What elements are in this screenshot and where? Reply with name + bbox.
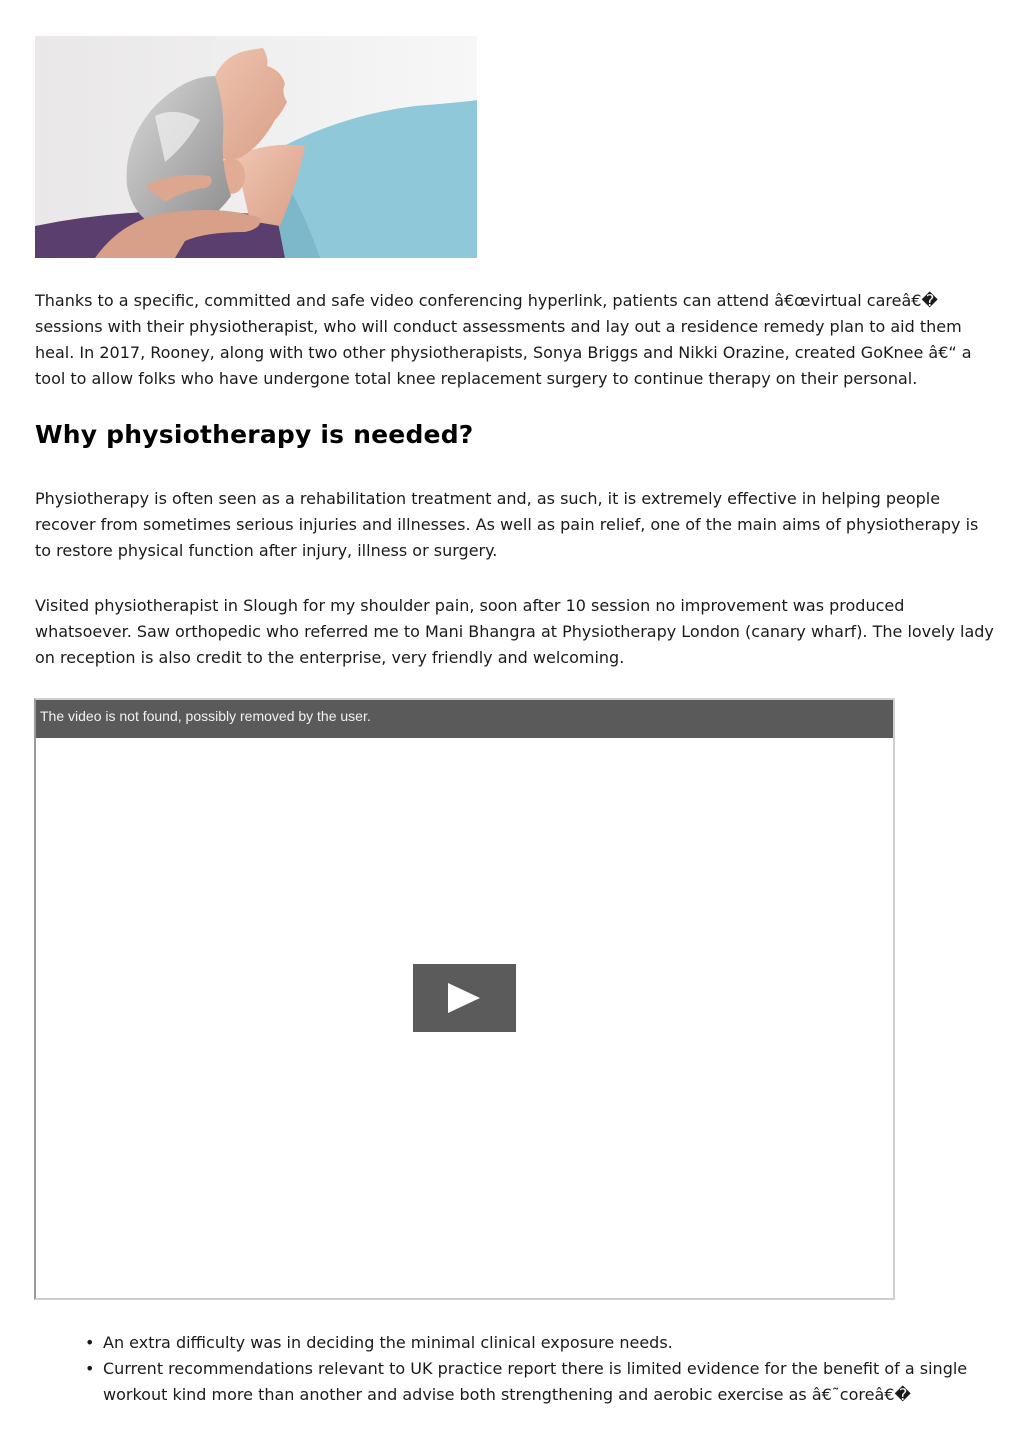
play-icon	[446, 981, 482, 1015]
hero-image-physiotherapy	[35, 36, 477, 258]
video-title-bar	[36, 700, 893, 738]
list-item	[85, 1330, 1000, 1356]
section-heading: Why physiotherapy is needed?	[35, 420, 474, 449]
bullet-marker: •	[85, 1359, 95, 1378]
video-error-message: The video is not found, possibly removed by the user.	[40, 708, 371, 724]
bullet-marker: •	[85, 1333, 95, 1352]
video-play-button[interactable]	[413, 964, 516, 1032]
bullet-list	[85, 1330, 1000, 1408]
list-item-text: An extra difficulty was in deciding the minimal clinical exposure needs.	[103, 1333, 673, 1352]
list-item-text: Current recommendations relevant to UK practice report there is limited evidence for the benefit of a single workout kind more than another and advise both strengthening and aerobic exercise as â€˜coreâ€�	[103, 1359, 968, 1404]
review-paragraph: Visited physiotherapist in Slough for my shoulder pain, soon after 10 session no improvement was produced whatsoever. Saw orthopedic who referred me to Mani Bhangra at Physiotherapy London (canary wharf). The lovely lady on reception is also credit to the enterprise, very friendly and welcoming.	[35, 596, 994, 667]
intro-paragraph: Thanks to a specific, committed and safe video conferencing hyperlink, patients can attend â€œvirtual careâ€� sessions with their physiotherapist, who will conduct assessments and lay out a residence remedy plan to aid them heal. In 2017, Rooney, along with two other physiotherapists, Sonya Briggs and Nikki Orazine, created GoKnee â€“ a tool to allow folks who have undergone total knee replacement surgery to continue therapy on their personal.	[35, 291, 972, 388]
video-embed[interactable]	[34, 698, 895, 1300]
benefits-paragraph: Physiotherapy is often seen as a rehabilitation treatment and, as such, it is extremely effective in helping people recover from sometimes serious injuries and illnesses. As well as pain relief, one of the main aims of physiotherapy is to restore physical function after injury, illness or surgery.	[35, 489, 979, 560]
list-item	[85, 1356, 1000, 1408]
